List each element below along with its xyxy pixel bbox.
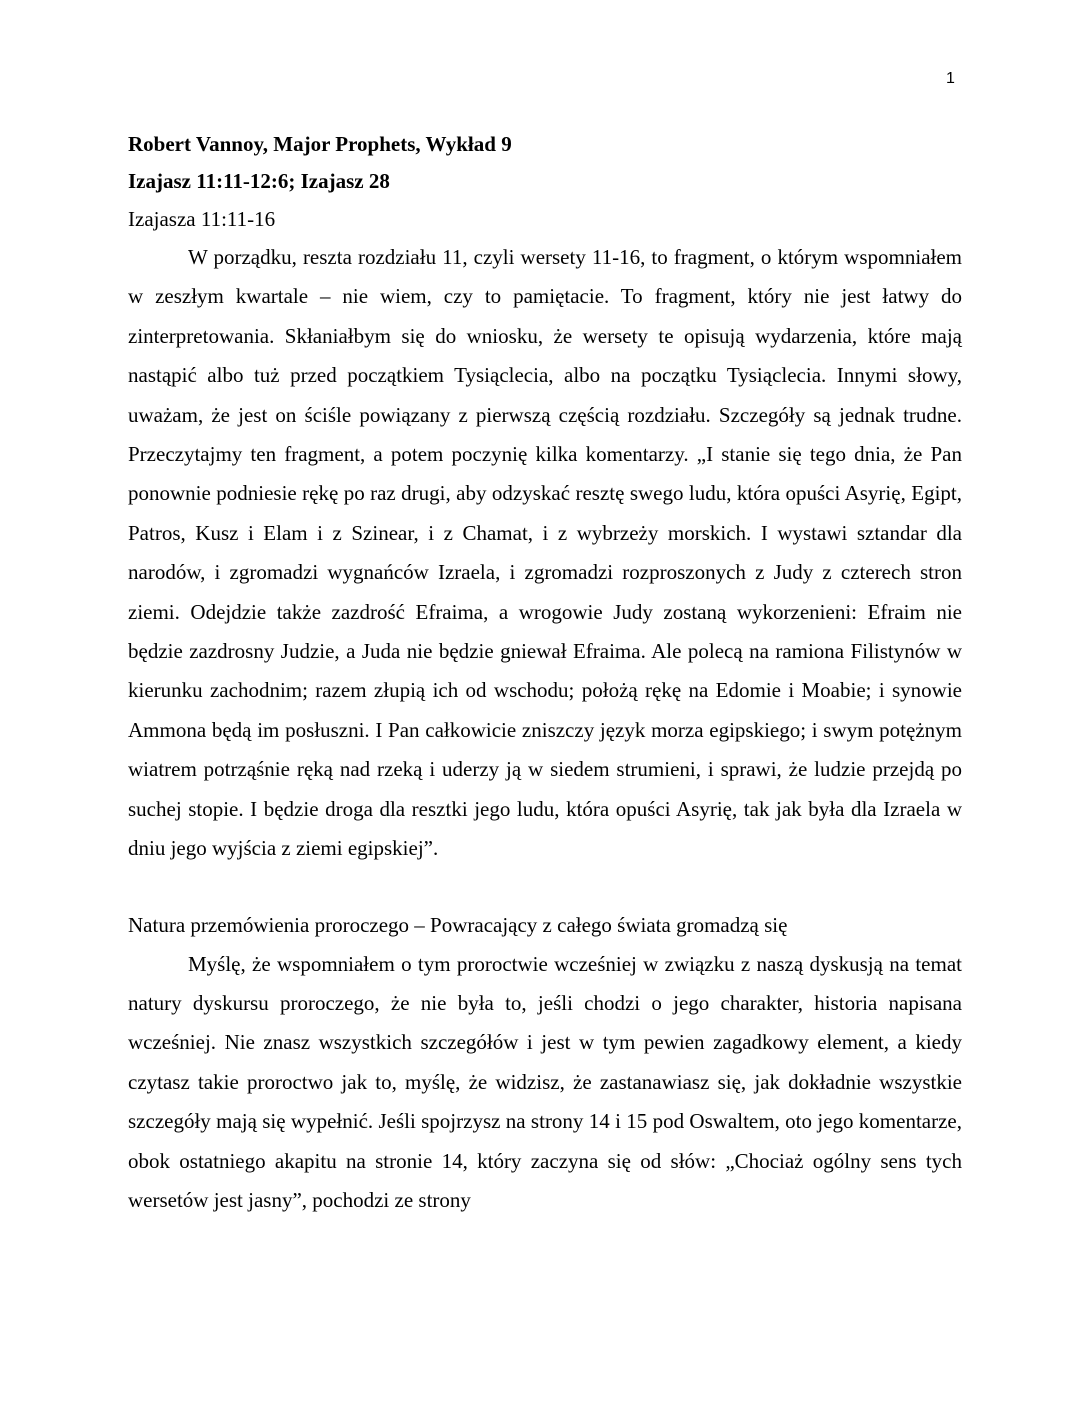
paragraph-gap [128, 869, 962, 905]
paragraph-1: W porządku, reszta rozdziału 11, czyli wersety 11-16, to fragment, o którym wspomniałem w zeszłym kwartale – nie wiem, czy to pamiętacie. To fragment, który nie jest łatwy do zinterpretowania. Skłaniałbym się do wniosku, że wersety te opisują wydarzenia, które mają nastąpić albo tuż przed początkiem Tysiąclecia, albo na początku Tysiąclecia. Innymi słowy, uważam, że jest on ściśle powiązany z pierwszą częścią rozdziału. Szczegóły są jednak trudne. Przeczytajmy ten fragment, a potem poczynię kilka komentarzy. „I stanie się tego dnia, że Pan ponownie podniesie rękę po raz drugi, aby odzyskać resztę swego ludu, która opuści Asyrię, Egipt, Patros, Kusz i Elam i z Szinear, i z Chamat, i z wybrzeży morskich. I wystawi sztandar dla narodów, i zgromadzi wygnańców Izraela, i zgromadzi rozproszonych z Judy z czterech stron ziemi. Odejdzie także zazdrość Efraima, a wrogowie Judy zostaną wykorzenieni: Efraim nie będzie zazdrosny Judzie, a Juda nie będzie gniewał Efraima. Ale polecą na ramiona Filistynów w kierunku zachodnim; razem złupią ich od wschodu; położą rękę na Edomie i Moabie; i synowie Ammona będą im posłuszni. I Pan całkowicie zniszczy język morza egipskiego; i swym potężnym wiatrem potrząśnie ręką nad rzeką i uderzy ją w siedem strumieni, i sprawi, że ludzie przejdą po suchej stopie. I będzie droga dla resztki jego ludu, która opuści Asyrię, tak jak była dla Izraela w dniu jego wyjścia z ziemi egipskiej”. [128, 245, 962, 861]
paragraph-2: Myślę, że wspomniałem o tym proroctwie wcześniej w związku z naszą dyskusją na temat natury dyskursu proroczego, że nie była to, jeśli chodzi o jego charakter, historia napisana wcześniej. Nie znasz wszystkich szczegółów i jest w tym pewien zagadkowy element, a kiedy czytasz takie proroctwo jak to, myślę, że widzisz, że zastanawiasz się, jak dokładnie wszystkie szczegóły mają się wypełnić. Jeśli spojrzysz na strony 14 i 15 pod Oswaltem, oto jego komentarze, obok ostatniego akapitu na stronie 14, który zaczyna się od słów: „Chociaż ogólny sens tych wersetów jest jasny”, pochodzi ze strony [128, 951, 962, 1212]
page-number: 1 [946, 70, 955, 87]
section-heading: Natura przemówienia proroczego – Powracający z całego świata gromadzą się [128, 912, 788, 937]
document-subtitle: Izajasz 11:11-12:6; Izajasz 28 [128, 169, 390, 193]
section-label: Izajasza 11:11-16 [128, 207, 276, 231]
document-body [128, 127, 962, 1220]
document-title: Robert Vannoy, Major Prophets, Wykład 9 [128, 132, 512, 156]
